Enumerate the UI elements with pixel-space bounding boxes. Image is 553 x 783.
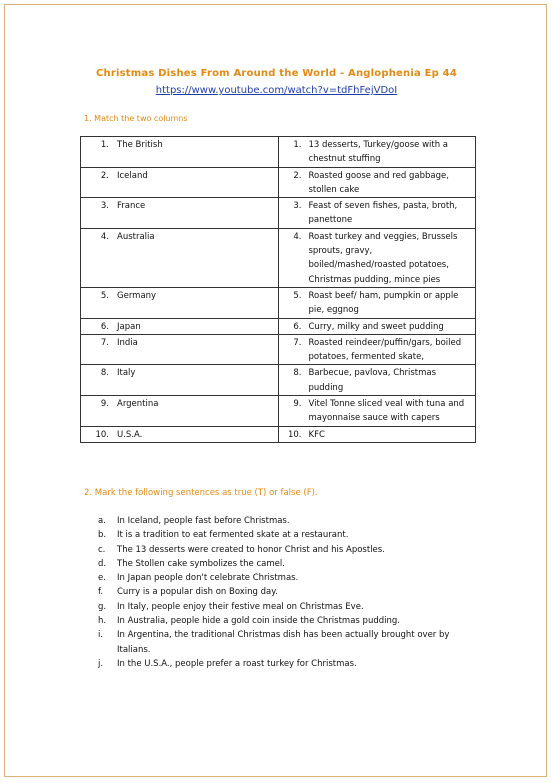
left-column-cell [81, 287, 279, 318]
left-item-number: 4. [100, 231, 109, 242]
left-column-cell [81, 426, 279, 442]
right-item-number: 6. [293, 321, 302, 332]
country-name: Australia [117, 231, 155, 242]
right-item-number: 9. [293, 399, 302, 410]
right-item-number: 8. [293, 368, 302, 379]
country-name: Germany [117, 290, 157, 301]
item-letter: j. [98, 658, 104, 669]
statement-text: The 13 desserts were created to honor Christ and his Apostles. [117, 544, 385, 555]
left-item-number: 7. [100, 337, 109, 348]
list-item [98, 585, 458, 599]
table-row [81, 137, 476, 168]
statement-text: In the U.S.A., people prefer a roast turkey for Christmas. [117, 658, 357, 669]
left-item-number: 9. [100, 399, 109, 410]
left-item-number: 8. [100, 368, 109, 379]
left-column-cell [81, 137, 279, 168]
table-row [81, 318, 476, 334]
statement-text: In Iceland, people fast before Christmas. [117, 516, 290, 526]
right-item-number: 5. [293, 290, 302, 301]
section2-heading: 2. Mark the following sentences as true (T) or false (F). [84, 488, 318, 498]
statement-text: Curry is a popular dish on Boxing day. [117, 587, 278, 598]
right-item-number: 7. [293, 337, 302, 348]
right-item-number: 1. [293, 140, 302, 150]
country-name: Italy [117, 368, 136, 379]
list-item [98, 557, 458, 571]
table-row [81, 198, 476, 229]
true-false-list [98, 514, 458, 671]
right-column-cell [278, 228, 476, 287]
left-column-cell [81, 198, 279, 229]
item-letter: a. [98, 516, 106, 526]
country-name: India [117, 337, 138, 348]
statement-text: It is a tradition to eat fermented skate at a restaurant. [117, 530, 349, 541]
right-column-cell [278, 198, 476, 229]
page-title: Christmas Dishes From Around the World - Anglophenia Ep 44 [96, 68, 457, 79]
left-column-cell [81, 396, 279, 427]
country-name: Argentina [117, 399, 159, 410]
list-item [98, 614, 458, 628]
item-letter: e. [98, 573, 106, 584]
country-name: U.S.A. [117, 429, 143, 440]
list-item [98, 543, 458, 557]
table-row [81, 396, 476, 427]
list-item [98, 514, 458, 528]
dish-description: Curry, milky and sweet pudding [308, 321, 444, 332]
right-column-cell [278, 287, 476, 318]
item-letter: i. [98, 630, 104, 641]
left-item-number: 5. [100, 290, 109, 301]
dish-description: Roasted reindeer/puffin/gars, boiled potatoes, fermented skate, [308, 337, 462, 363]
left-item-number: 10. [95, 429, 109, 440]
left-item-number: 1. [100, 140, 109, 150]
list-item [98, 528, 458, 542]
left-item-number: 2. [100, 170, 109, 181]
country-name: The British [117, 140, 163, 150]
table-row [81, 167, 476, 198]
list-item [98, 628, 458, 657]
dish-description: Roast turkey and veggies, Brussels sprouts, gravy, boiled/mashed/roasted potatoes, Christmas pudding, mince pies [308, 231, 458, 285]
left-column-cell [81, 167, 279, 198]
dish-description: KFC [308, 429, 325, 440]
item-letter: c. [98, 544, 106, 555]
table-row [81, 426, 476, 442]
item-letter: h. [98, 616, 107, 627]
section1-heading: 1. Match the two columns [84, 114, 188, 123]
table-row [81, 287, 476, 318]
country-name: Japan [117, 321, 141, 332]
left-column-cell [81, 228, 279, 287]
list-item [98, 657, 458, 671]
dish-description: Roasted goose and red gabbage, stollen cake [308, 170, 449, 195]
item-letter: d. [98, 558, 107, 569]
item-letter: b. [98, 530, 107, 541]
video-link[interactable]: https://www.youtube.com/watch?v=tdFhFejVDoI [155, 85, 398, 96]
country-name: Iceland [117, 170, 148, 181]
right-item-number: 10. [287, 429, 302, 440]
matching-table [80, 136, 476, 443]
country-name: France [117, 201, 146, 212]
right-column-cell [278, 334, 476, 365]
statement-text: The Stollen cake symbolizes the camel. [117, 558, 285, 569]
statement-text: In Argentina, the traditional Christmas dish has been actually brought over by Italians. [117, 630, 450, 655]
right-column-cell [278, 167, 476, 198]
table-row [81, 365, 476, 396]
right-item-number: 3. [293, 201, 302, 212]
statement-text: In Italy, people enjoy their festive meal on Christmas Eve. [117, 601, 364, 612]
right-item-number: 4. [293, 231, 302, 242]
dish-description: Roast beef/ ham, pumpkin or apple pie, eggnog [308, 290, 459, 316]
table-row [81, 334, 476, 365]
left-item-number: 6. [100, 321, 109, 332]
right-column-cell [278, 137, 476, 168]
list-item [98, 600, 458, 614]
table-row [81, 228, 476, 287]
right-column-cell [278, 426, 476, 442]
list-item [98, 571, 458, 585]
right-column-cell [278, 365, 476, 396]
dish-description: Barbecue, pavlova, Christmas pudding [308, 368, 437, 393]
right-column-cell [278, 396, 476, 427]
right-column-cell [278, 318, 476, 334]
statement-text: In Australia, people hide a gold coin inside the Christmas pudding. [117, 616, 400, 627]
left-column-cell [81, 318, 279, 334]
dish-description: Feast of seven fishes, pasta, broth, panettone [308, 201, 458, 226]
right-item-number: 2. [293, 170, 302, 181]
item-letter: f. [98, 587, 104, 598]
left-column-cell [81, 365, 279, 396]
left-column-cell [81, 334, 279, 365]
dish-description: Vitel Tonne sliced veal with tuna and mayonnaise sauce with capers [308, 399, 465, 424]
item-letter: g. [98, 601, 107, 612]
left-item-number: 3. [100, 201, 109, 212]
statement-text: In Japan people don't celebrate Christmas. [117, 573, 299, 584]
dish-description: 13 desserts, Turkey/goose with a chestnut stuffing [308, 140, 449, 165]
